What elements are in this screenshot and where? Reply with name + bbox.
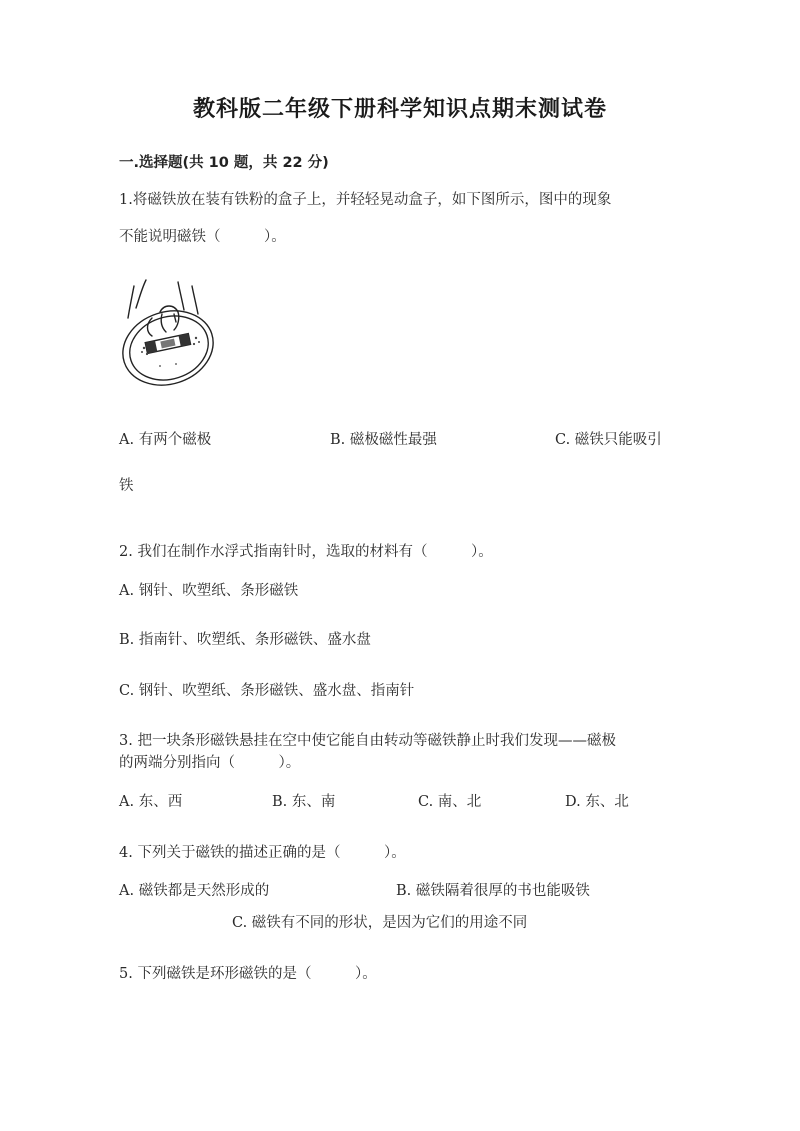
question-1-stem-line-1: 1.将磁铁放在装有铁粉的盒子上，并轻轻晃动盒子，如下图所示，图中的现象 (119, 192, 612, 208)
question-1-option-a[interactable]: A. 有两个磁极 (119, 432, 212, 448)
question-1-stem-line-2: 不能说明磁铁（ ）。 (119, 229, 286, 245)
question-4-option-b[interactable]: B. 磁铁隔着很厚的书也能吸铁 (396, 883, 590, 899)
section-heading: 一.选择题(共 10 题，共 22 分) (119, 155, 329, 171)
question-2-option-a[interactable]: A. 钢针、吹塑纸、条形磁铁 (119, 583, 299, 599)
magnet-iron-filings-figure (116, 278, 226, 396)
question-2-stem: 2. 我们在制作水浮式指南针时，选取的材料有（ ）。 (119, 544, 493, 560)
question-5-stem: 5. 下列磁铁是环形磁铁的是（ ）。 (119, 966, 377, 982)
question-2-option-c[interactable]: C. 钢针、吹塑纸、条形磁铁、盛水盘、指南针 (119, 683, 415, 699)
question-4-stem: 4. 下列关于磁铁的描述正确的是（ ）。 (119, 845, 406, 861)
question-4-option-c[interactable]: C. 磁铁有不同的形状，是因为它们的用途不同 (232, 915, 528, 931)
question-1-option-c-wrap: 铁 (119, 478, 134, 494)
question-3-option-b[interactable]: B. 东、南 (272, 794, 336, 810)
question-1-option-c[interactable]: C. 磁铁只能吸引 (555, 432, 662, 448)
question-1-option-b[interactable]: B. 磁极磁性最强 (330, 432, 437, 448)
question-3-stem-line-1: 3. 把一块条形磁铁悬挂在空中使它能自由转动等磁铁静止时我们发现——磁极 (119, 733, 616, 749)
question-4-option-a[interactable]: A. 磁铁都是天然形成的 (119, 883, 270, 899)
question-3-option-a[interactable]: A. 东、西 (119, 794, 183, 810)
question-3-stem-line-2: 的两端分别指向（ ）。 (119, 755, 301, 771)
question-3-option-c[interactable]: C. 南、北 (418, 794, 482, 810)
question-2-option-b[interactable]: B. 指南针、吹塑纸、条形磁铁、盛水盘 (119, 632, 371, 648)
page-title: 教科版二年级下册科学知识点期末测试卷 (192, 97, 607, 122)
question-3-option-d[interactable]: D. 东、北 (565, 794, 629, 810)
